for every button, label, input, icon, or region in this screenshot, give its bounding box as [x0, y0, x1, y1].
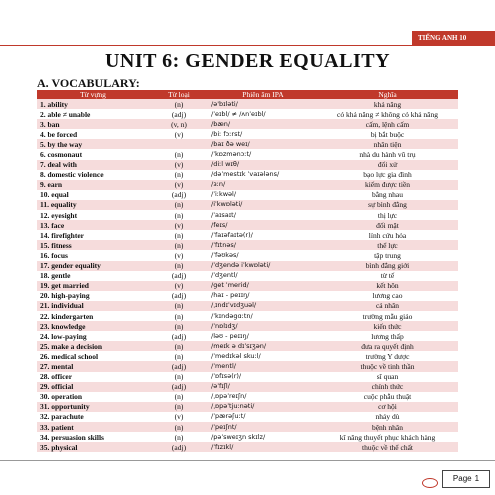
table-row	[37, 422, 458, 432]
meaning-cell: lính cứu hỏa	[317, 230, 458, 240]
vocabulary-table	[37, 90, 458, 452]
table-row	[37, 250, 458, 260]
word-cell: 28. officer	[37, 372, 149, 382]
ipa-cell: /ɜːn/	[209, 180, 317, 190]
word-cell: 6. cosmonaut	[37, 149, 149, 159]
ipa-cell: /ˌɒpəˈreɪʃn/	[209, 392, 317, 402]
type-cell: (n)	[149, 210, 209, 220]
table-row	[37, 230, 458, 240]
table-row	[37, 361, 458, 371]
type-cell: (n)	[149, 372, 209, 382]
type-cell: (n)	[149, 301, 209, 311]
table-row	[37, 190, 458, 200]
word-cell: 22. kindergarten	[37, 311, 149, 321]
word-cell: 9. earn	[37, 180, 149, 190]
type-cell: (n)	[149, 230, 209, 240]
meaning-cell: trường mẫu giáo	[317, 311, 458, 321]
ipa-cell: /ˈiːkwəl/	[209, 190, 317, 200]
ipa-cell: /ˈdʒentl/	[209, 271, 317, 281]
word-cell: 24. low-paying	[37, 331, 149, 341]
type-cell: (adj)	[149, 109, 209, 119]
ipa-cell: /ˈfəʊkəs/	[209, 250, 317, 260]
type-cell: (n)	[149, 422, 209, 432]
ipa-cell: /ˈeɪbl/ ≠ /ʌnˈeɪbl/	[209, 109, 317, 119]
word-cell: 14. firefighter	[37, 230, 149, 240]
ipa-cell: /ˈfaɪəfaɪtə(r)/	[209, 230, 317, 240]
word-cell: 30. operation	[37, 392, 149, 402]
table-row	[37, 412, 458, 422]
type-cell: (n)	[149, 392, 209, 402]
ipa-cell: /feɪs/	[209, 220, 317, 230]
word-cell: 16. focus	[37, 250, 149, 260]
type-cell: (v, n)	[149, 119, 209, 129]
meaning-cell: sĩ quan	[317, 372, 458, 382]
meaning-cell: nhảy dù	[317, 412, 458, 422]
word-cell: 1. ability	[37, 99, 149, 109]
table-row	[37, 271, 458, 281]
meaning-cell: cơ hội	[317, 402, 458, 412]
meaning-cell: lương cao	[317, 291, 458, 301]
ipa-cell: /ˈfɪzɪkl/	[209, 442, 317, 452]
meaning-cell: bình đẳng giới	[317, 261, 458, 271]
word-cell: 33. patient	[37, 422, 149, 432]
word-cell: 31. opportunity	[37, 402, 149, 412]
table-row	[37, 331, 458, 341]
header-rule	[0, 45, 495, 46]
word-cell: 8. domestic violence	[37, 170, 149, 180]
meaning-cell: bằng nhau	[317, 190, 458, 200]
type-cell: (n)	[149, 240, 209, 250]
ipa-cell: /ˈɒfɪsə(r)/	[209, 372, 317, 382]
ipa-cell: /ˈkɪndəgɑːtn/	[209, 311, 317, 321]
table-row	[37, 301, 458, 311]
column-header-word: Từ vựng	[37, 90, 149, 99]
table-row	[37, 220, 458, 230]
meaning-cell: có khả năng ≠ không có khả năng	[317, 109, 458, 119]
word-cell: 19. get married	[37, 281, 149, 291]
ipa-cell: /dəˈmestɪk ˈvaɪələns/	[209, 170, 317, 180]
table-row	[37, 321, 458, 331]
meaning-cell: bệnh nhân	[317, 422, 458, 432]
table-row	[37, 240, 458, 250]
meaning-cell: kiến thức	[317, 321, 458, 331]
type-cell: (adj)	[149, 331, 209, 341]
ipa-cell: /bæn/	[209, 119, 317, 129]
ipa-cell: /ˌɪndɪˈvɪdʒuəl/	[209, 301, 317, 311]
ipa-cell: /get ˈmerid/	[209, 281, 317, 291]
word-cell: 27. mental	[37, 361, 149, 371]
table-row	[37, 311, 458, 321]
footer-ornament-icon	[422, 478, 438, 488]
word-cell: 23. knowledge	[37, 321, 149, 331]
word-cell: 32. parachute	[37, 412, 149, 422]
word-cell: 4. be forced	[37, 129, 149, 139]
word-cell: 10. equal	[37, 190, 149, 200]
word-cell: 3. ban	[37, 119, 149, 129]
ipa-cell: /pəˈsweɪʒn skɪlz/	[209, 432, 317, 442]
ipa-cell: /biː fɔːrst/	[209, 129, 317, 139]
ipa-cell: /ˈkɒzmənɔːt/	[209, 149, 317, 159]
meaning-cell: kĩ năng thuyết phục khách hàng	[317, 432, 458, 442]
word-cell: 13. face	[37, 220, 149, 230]
type-cell: (n)	[149, 149, 209, 159]
table-row	[37, 109, 458, 119]
meaning-cell: kiếm được tiền	[317, 180, 458, 190]
ipa-cell: /baɪ ðə weɪ/	[209, 139, 317, 149]
ipa-cell: /ˈaɪsaɪt/	[209, 210, 317, 220]
meaning-cell: khả năng	[317, 99, 458, 109]
type-cell: (n)	[149, 99, 209, 109]
table-row	[37, 149, 458, 159]
meaning-cell: thể lực	[317, 240, 458, 250]
type-cell: (adj)	[149, 190, 209, 200]
type-cell: (v)	[149, 281, 209, 291]
table-row	[37, 291, 458, 301]
type-cell: (v)	[149, 180, 209, 190]
column-header-ipa: Phiên âm IPA	[209, 90, 317, 99]
table-row	[37, 392, 458, 402]
word-cell: 15. fitness	[37, 240, 149, 250]
table-header-row	[37, 90, 458, 99]
ipa-cell: /ˈnɒlɪdʒ/	[209, 321, 317, 331]
type-cell: (n)	[149, 261, 209, 271]
meaning-cell: thị lực	[317, 210, 458, 220]
type-cell: (adj)	[149, 442, 209, 452]
type-cell: (adj)	[149, 361, 209, 371]
table-row	[37, 170, 458, 180]
type-cell: (adj)	[149, 291, 209, 301]
ipa-cell: /haɪ - peɪɪŋ/	[209, 291, 317, 301]
word-cell: 20. high-paying	[37, 291, 149, 301]
meaning-cell: thuộc về tinh thần	[317, 361, 458, 371]
meaning-cell: thuộc về thể chất	[317, 442, 458, 452]
word-cell: 35. physical	[37, 442, 149, 452]
word-cell: 12. eyesight	[37, 210, 149, 220]
table-row	[37, 402, 458, 412]
table-row	[37, 129, 458, 139]
type-cell	[149, 139, 209, 149]
type-cell: (n)	[149, 402, 209, 412]
meaning-cell: lương thấp	[317, 331, 458, 341]
word-cell: 5. by the way	[37, 139, 149, 149]
meaning-cell: đối mặt	[317, 220, 458, 230]
table-row	[37, 210, 458, 220]
ipa-cell: /ˈdʒendə iˈkwɒləti/	[209, 261, 317, 271]
meaning-cell: cấm, lệnh cấm	[317, 119, 458, 129]
table-row	[37, 281, 458, 291]
table-row	[37, 261, 458, 271]
table-row	[37, 180, 458, 190]
meaning-cell: sự bình đẳng	[317, 200, 458, 210]
type-cell: (v)	[149, 412, 209, 422]
word-cell: 34. persuasion skills	[37, 432, 149, 442]
type-cell: (v)	[149, 129, 209, 139]
table-row	[37, 160, 458, 170]
word-cell: 11. equality	[37, 200, 149, 210]
table-row	[37, 382, 458, 392]
meaning-cell: từ tế	[317, 271, 458, 281]
word-cell: 2. able ≠ unable	[37, 109, 149, 119]
table-row	[37, 372, 458, 382]
ipa-cell: /ˈfɪtnəs/	[209, 240, 317, 250]
table-row	[37, 200, 458, 210]
meaning-cell: bị bắt buộc	[317, 129, 458, 139]
type-cell: (v)	[149, 250, 209, 260]
type-cell: (adj)	[149, 271, 209, 281]
meaning-cell: cuộc phẫu thuật	[317, 392, 458, 402]
ipa-cell: /ˌɒpəˈtjuːnəti/	[209, 402, 317, 412]
meaning-cell: nhà du hành vũ trụ	[317, 149, 458, 159]
meaning-cell: đối xử	[317, 160, 458, 170]
table-row	[37, 341, 458, 351]
ipa-cell: /ˈpeɪʃnt/	[209, 422, 317, 432]
meaning-cell: tập trung	[317, 250, 458, 260]
ipa-cell: /ə'bɪləti/	[209, 99, 317, 109]
column-header-meaning: Nghĩa	[317, 90, 458, 99]
word-cell: 17. gender equality	[37, 261, 149, 271]
table-row	[37, 99, 458, 109]
page-title: UNIT 6: GENDER EQUALITY	[104, 50, 391, 72]
page-label: Page	[452, 474, 472, 483]
meaning-cell: đưa ra quyết định	[317, 341, 458, 351]
ipa-cell: /iˈkwɒləti/	[209, 200, 317, 210]
ipa-cell: /ˈmentl/	[209, 361, 317, 371]
word-cell: 29. official	[37, 382, 149, 392]
table-row	[37, 351, 458, 361]
word-cell: 25. make a decision	[37, 341, 149, 351]
type-cell: (n)	[149, 432, 209, 442]
word-cell: 21. individual	[37, 301, 149, 311]
table-body	[37, 99, 458, 452]
ipa-cell: /əˈfɪʃl/	[209, 382, 317, 392]
section-heading: A. VOCABULARY:	[37, 76, 140, 90]
table-row	[37, 432, 458, 442]
ipa-cell: /ləʊ - peɪɪŋ/	[209, 331, 317, 341]
meaning-cell: cá nhân	[317, 301, 458, 311]
header-badge-text: TIẾNG ANH 10	[418, 34, 467, 42]
table-row	[37, 442, 458, 452]
ipa-cell: /ˈmedɪkəl skuːl/	[209, 351, 317, 361]
type-cell: (n)	[149, 341, 209, 351]
type-cell: (adj)	[149, 382, 209, 392]
type-cell: (n)	[149, 311, 209, 321]
footer-rule	[0, 460, 495, 461]
page-number-box	[442, 470, 490, 488]
meaning-cell: chính thức	[317, 382, 458, 392]
meaning-cell: trường Y dược	[317, 351, 458, 361]
word-cell: 26. medical school	[37, 351, 149, 361]
ipa-cell: /diːl wɪθ/	[209, 160, 317, 170]
meaning-cell: nhân tiện	[317, 139, 458, 149]
meaning-cell: kết hôn	[317, 281, 458, 291]
type-cell: (v)	[149, 160, 209, 170]
table-row	[37, 139, 458, 149]
page-number: 1	[474, 474, 480, 483]
word-cell: 18. gentle	[37, 271, 149, 281]
type-cell: (n)	[149, 321, 209, 331]
type-cell: (v)	[149, 220, 209, 230]
type-cell: (n)	[149, 351, 209, 361]
type-cell: (n)	[149, 170, 209, 180]
word-cell: 7. deal with	[37, 160, 149, 170]
header-badge	[412, 31, 495, 45]
meaning-cell: bạo lực gia đình	[317, 170, 458, 180]
ipa-cell: /meɪk ə dɪˈsɪʒən/	[209, 341, 317, 351]
table-row	[37, 119, 458, 129]
ipa-cell: /ˈpærəʃuːt/	[209, 412, 317, 422]
type-cell: (n)	[149, 200, 209, 210]
column-header-type: Từ loại	[149, 90, 209, 99]
